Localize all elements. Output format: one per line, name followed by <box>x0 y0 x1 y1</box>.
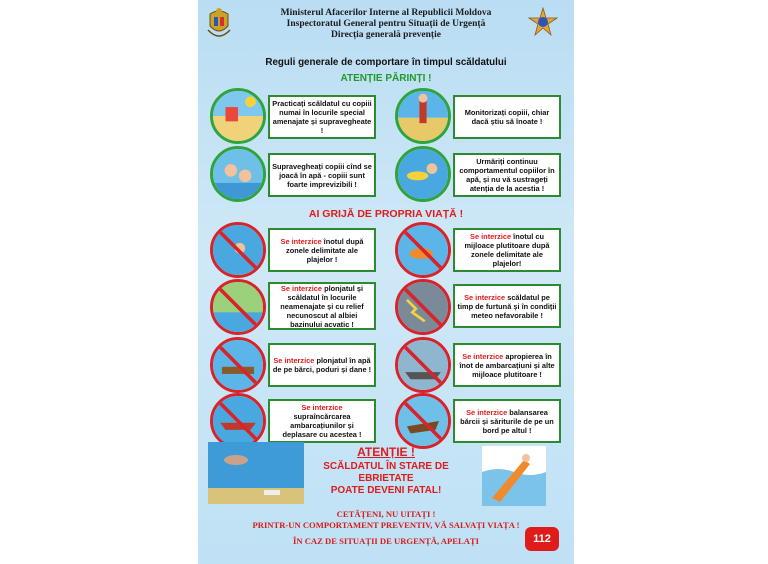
prohibition-sign-icon <box>210 337 266 393</box>
forbidden-rule-box: Se interzice apropierea în înot de ambarcațiuni și alte mijloace plutitoare ! <box>453 343 561 387</box>
footer-line-1: CETĂȚENI, NU UITAȚI ! <box>336 509 436 519</box>
forbidden-rule-box: Se interzice plonjatul și scăldatul în locurile neamenajate și cu relief necunoscut al albiei bazinului acvatic ! <box>268 282 376 330</box>
safety-poster <box>198 0 574 564</box>
parents-heading: ATENȚIE PĂRINȚI ! <box>340 73 432 84</box>
header-line-2: Inspectoratul General pentru Situații de Urgență <box>286 19 486 29</box>
parent-rule-box: Supravegheați copiii cînd se joacă în apă - copiii sunt foarte imprevizibili ! <box>268 153 376 197</box>
warning-line-2: EBRIETATE <box>358 473 414 484</box>
warning-title: ATENȚIE ! <box>357 445 415 459</box>
warning-line-1: SCĂLDATUL ÎN STARE DE <box>323 461 449 472</box>
prohibition-sign-icon <box>210 222 266 278</box>
beach-illustration <box>210 88 266 144</box>
page-title: Reguli generale de comportare în timpul scăldatului <box>265 57 507 68</box>
footer-line-2: PRINTR-UN COMPORTAMENT PREVENTIV, VĂ SALVAȚI VIAȚA ! <box>252 520 520 530</box>
forbidden-rule-box: Se interzice înotul după zonele delimitate ale plajelor ! <box>268 228 376 272</box>
prohibition-sign-icon <box>210 279 266 335</box>
children-playing-illustration <box>210 146 266 202</box>
forbidden-rule-box: Se interzice plonjatul în apă de pe bărci, poduri și dane ! <box>268 343 376 387</box>
header-line-1: Ministerul Afacerilor Interne al Republicii Moldova <box>280 8 492 18</box>
prohibition-sign-icon <box>395 279 451 335</box>
prohibition-sign-icon <box>395 393 451 449</box>
lifeguard-illustration <box>395 88 451 144</box>
self-care-heading: AI GRIJĂ DE PROPRIA VIAȚĂ ! <box>308 208 464 220</box>
prohibition-sign-icon <box>395 337 451 393</box>
parent-rule-box: Monitorizați copiii, chiar dacă știu să înoate ! <box>453 95 561 139</box>
parent-rule-box: Urmăriți continuu comportamentul copiilor în apă, și nu vă sustrageți atenția de la acestia ! <box>453 153 561 197</box>
warning-line-3: POATE DEVENI FATAL! <box>330 485 442 496</box>
header-line-3: Direcția generală prevenție <box>331 30 441 40</box>
phone-112-icon: 112 <box>525 527 559 551</box>
forbidden-rule-box: Se interzice scăldatul pe timp de furtună și în condiții meteo nefavorabile ! <box>453 284 561 328</box>
underwater-illustration <box>208 442 304 504</box>
supervised-swimming-illustration <box>395 146 451 202</box>
forbidden-rule-box: Se interzice supraîncărcarea ambarcațiunilor și deplasare cu acestea ! <box>268 399 376 443</box>
prohibition-sign-icon <box>395 222 451 278</box>
drowning-illustration <box>482 446 546 506</box>
prohibition-sign-icon <box>210 393 266 449</box>
parent-rule-box: Practicați scăldatul cu copiii numai în locurile special amenajate și supravegheate ! <box>268 95 376 139</box>
footer-line-3: ÎN CAZ DE SITUAȚII DE URGENȚĂ, APELAȚI <box>293 536 479 546</box>
forbidden-rule-box: Se interzice înotul cu mijloace plutitoare după zonele delimitate ale plajelor! <box>453 228 561 272</box>
forbidden-rule-box: Se interzice balansarea bărcii și săriturile de pe un bord pe altul ! <box>453 399 561 443</box>
